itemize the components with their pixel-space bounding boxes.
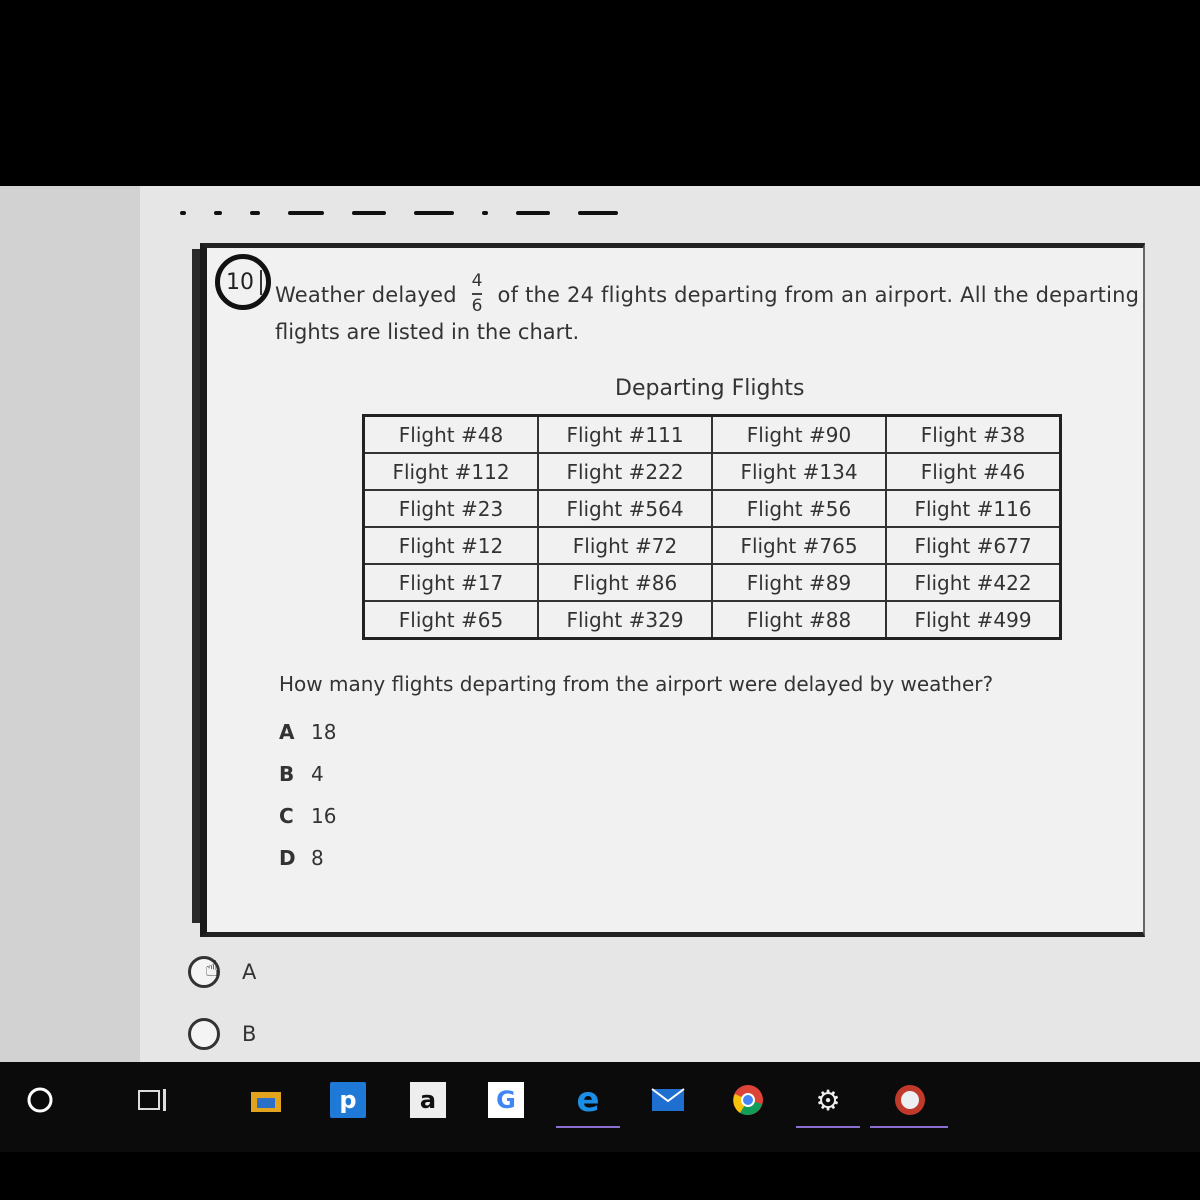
active-indicator [870,1126,948,1128]
active-indicator [796,1126,860,1128]
radio-b[interactable] [188,1018,220,1050]
table-row [364,416,1061,454]
answer-label-a: A [242,960,257,984]
table-cell: Flight #564 [538,490,712,527]
app-icon[interactable] [892,1082,928,1118]
google-icon[interactable]: G [488,1082,524,1118]
amazon-icon[interactable]: a [410,1082,446,1118]
choice-d: D 8 [279,846,324,870]
hand-cursor-icon: ☝ [205,957,219,982]
question-prompt: How many flights departing from the airport were delayed by weather? [279,672,994,696]
taskbar [0,1062,1200,1152]
scribble-marks [180,202,646,221]
table-cell: Flight #65 [364,601,539,639]
table-cell: Flight #12 [364,527,539,564]
question-text-line1: Weather delayed $\frac{4}{6}$ of the 24 flights departing from an airport. All the departing [275,271,1140,316]
table-row [364,490,1061,527]
question-text-line2: flights are listed in the chart. [275,320,580,344]
table-row [364,527,1061,564]
chrome-icon[interactable] [730,1082,766,1118]
table-cell: Flight #329 [538,601,712,639]
table-cell: Flight #56 [712,490,886,527]
mail-icon[interactable] [650,1082,686,1118]
answer-option-b[interactable] [188,1018,256,1050]
table-cell: Flight #111 [538,416,712,454]
pearson-icon[interactable]: p [330,1082,366,1118]
choice-a: A 18 [279,720,337,744]
screen [0,186,1200,1062]
table-cell: Flight #89 [712,564,886,601]
settings-icon[interactable]: ⚙ [815,1083,841,1117]
table-row [364,601,1061,639]
table-cell: Flight #48 [364,416,539,454]
start-icon[interactable] [22,1082,58,1118]
active-indicator [556,1126,620,1128]
table-cell: Flight #90 [712,416,886,454]
table-cell: Flight #116 [886,490,1061,527]
table-cell: Flight #72 [538,527,712,564]
choice-c: C 16 [279,804,337,828]
task-view-icon[interactable] [136,1082,172,1118]
fraction [472,272,483,316]
question-number: 10 [215,254,271,310]
table-cell: Flight #86 [538,564,712,601]
table-cell: Flight #23 [364,490,539,527]
table-cell: Flight #677 [886,527,1061,564]
table-cell: Flight #134 [712,453,886,490]
edge-icon[interactable]: e [576,1080,600,1120]
table-cell: Flight #112 [364,453,539,490]
table-cell: Flight #222 [538,453,712,490]
fraction-numerator: 4 [471,271,483,291]
table-cell: Flight #422 [886,564,1061,601]
answer-option-a[interactable] [188,956,256,988]
fraction-denominator: 6 [471,296,483,316]
table-cell: Flight #38 [886,416,1061,454]
answer-label-b: B [242,1022,257,1046]
table-row [364,453,1061,490]
flights-table [362,414,1062,640]
table-cell: Flight #765 [712,527,886,564]
radio-a[interactable] [188,956,220,988]
choice-b: B 4 [279,762,324,786]
table-cell: Flight #499 [886,601,1061,639]
table-cell: Flight #46 [886,453,1061,490]
table-cell: Flight #17 [364,564,539,601]
question-card [200,243,1145,937]
table-title: Departing Flights [615,376,805,401]
table-cell: Flight #88 [712,601,886,639]
table-row [364,564,1061,601]
file-explorer-icon[interactable] [248,1082,284,1118]
